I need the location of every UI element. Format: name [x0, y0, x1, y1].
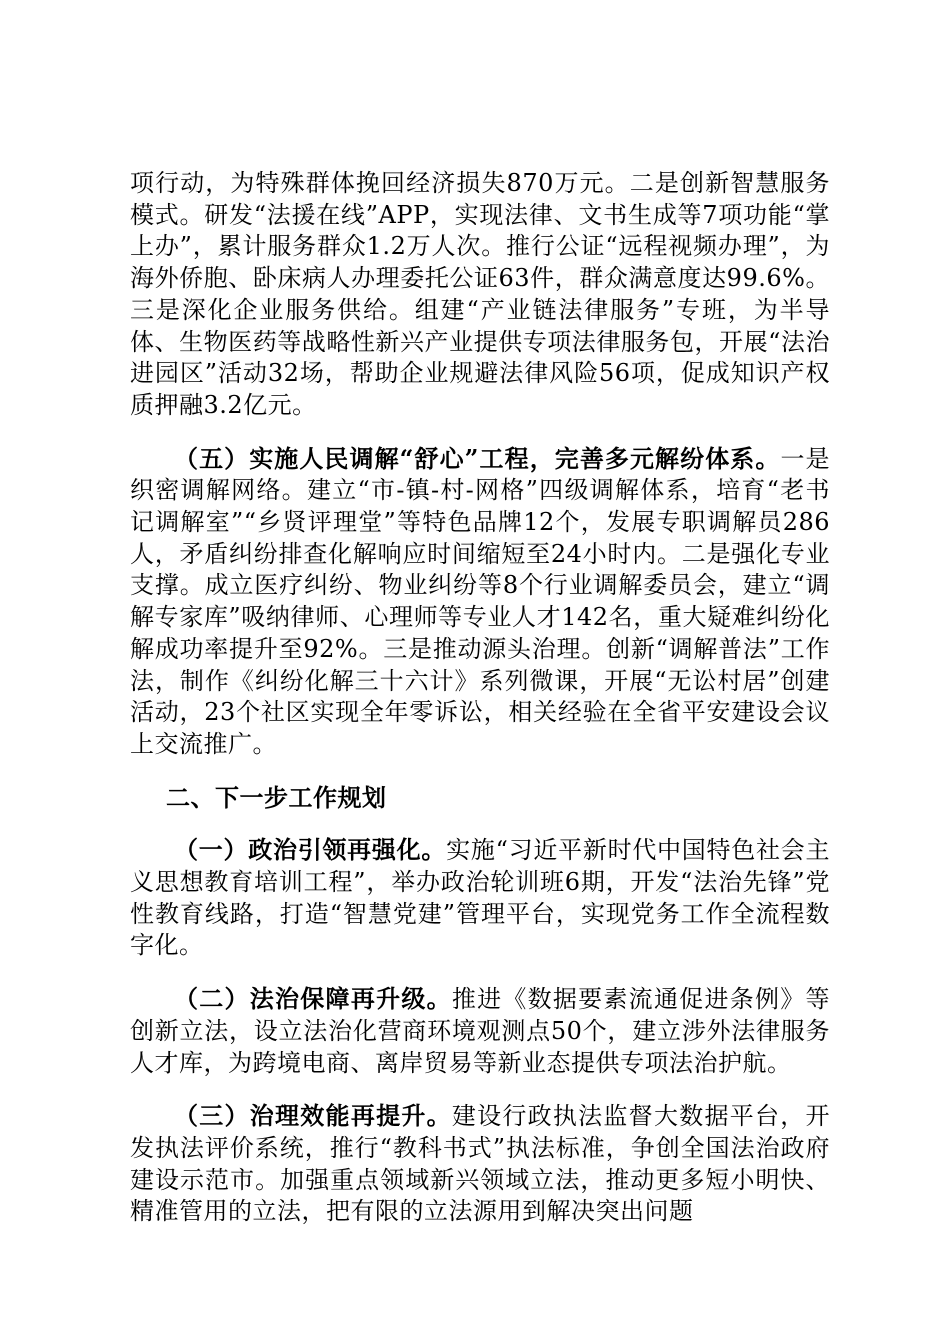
plan-paragraph-3	[130, 1100, 830, 1228]
plan-title-3: （三）治理效能再提升。	[174, 1101, 452, 1131]
section-heading: 二、下一步工作规划	[166, 782, 387, 812]
continuation-paragraph	[130, 168, 830, 422]
plan-title-1: （一）政治引领再强化。	[174, 835, 447, 865]
continuation-text: 项行动，为特殊群体挽回经济损失870万元。二是创新智慧服务模式。研发“法援在线”APP，实现法律、文书生成等7项功能“掌上办”，累计服务群众1.2万人次。推行公证“远程视频办理”，为海外侨胞、卧床病人办理委托公证63件，群众满意度达99.6%。三是深化企业服务供给。组建“产业链法律服务”专班，为半导体、生物医药等战略性新兴产业提供专项法律服务包，开展“法治进园区”活动32场，帮助企业规避法律风险56项，促成知识产权质押融3.2亿元。	[130, 169, 830, 419]
section-five-paragraph	[130, 443, 830, 761]
plan-title-2: （二）法治保障再升级。	[174, 984, 452, 1014]
section-five-title: （五）实施人民调解“舒心”工程，完善多元解纷体系。	[174, 443, 781, 473]
plan-body-1: 实施“习近平新时代中国特色社会主义思想教育培训工程”，举办政治轮训班6期，开发“法治先锋”党性教育线路，打造“智慧党建”管理平台，实现党务工作全流程数字化。	[130, 836, 830, 960]
document-page	[130, 168, 830, 1249]
section-five-body: 一是织密调解网络。建立“市-镇-村-网格”四级调解体系，培育“老书记调解室”“乡贤评理堂”等特色品牌12个，发展专职调解员286人，矛盾纠纷排查化解响应时间缩短至24小时内。二是强化专业支撑。成立医疗纠纷、物业纠纷等8个行业调解委员会，建立“调解专家库”吸纳律师、心理师等专业人才142名，重大疑难纠纷化解成功率提升至92%。三是推动源头治理。创新“调解普法”工作法，制作《纠纷化解三十六计》系列微课，开展“无讼村居”创建活动，23个社区实现全年零诉讼，相关经验在全省平安建设会议上交流推广。	[130, 444, 831, 758]
plan-paragraph-2	[130, 983, 830, 1079]
plan-body-2: 推进《数据要素流通促进条例》等创新立法，设立法治化营商环境观测点50个，建立涉外法律服务人才库，为跨境电商、离岸贸易等新业态提供专项法治护航。	[130, 985, 830, 1077]
plan-body-3: 建设行政执法监督大数据平台，开发执法评价系统，推行“教科书式”执法标准，争创全国法治政府建设示范市。加强重点领域新兴领域立法，推动更多短小明快、精准管用的立法，把有限的立法源用到解决突出问题	[130, 1102, 830, 1226]
plan-paragraph-1	[130, 834, 830, 962]
